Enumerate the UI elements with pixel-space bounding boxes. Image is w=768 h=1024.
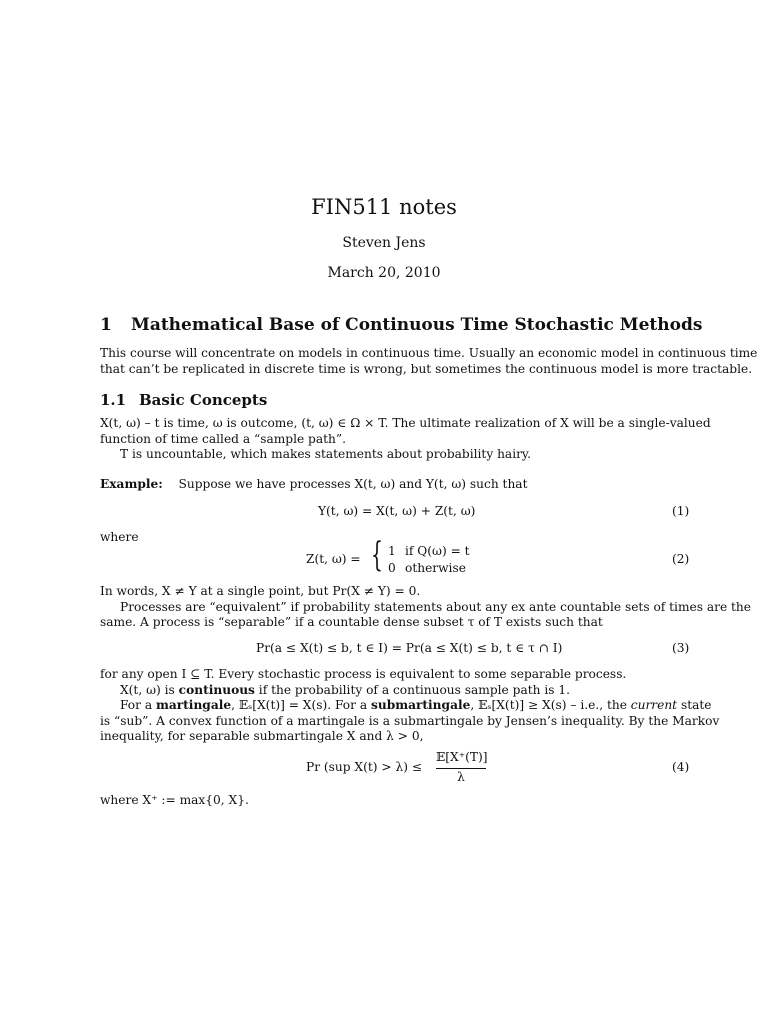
text-line: X(t, ω) is continuous if the probability of a continuous sample path is 1.: [120, 682, 570, 697]
example-label: Example:: [100, 477, 163, 491]
equation-number-3: (3): [672, 641, 690, 655]
text-line: Processes are “equivalent” if probability statements about any ex ante countable sets of times are the: [120, 599, 751, 614]
words-paragraph: [100, 584, 751, 631]
equation-4-lhs: Pr (sup X(t) > λ) ≤: [306, 760, 423, 774]
text-line: In words, X ≠ Y at a single point, but Pr(X ≠ Y) = 0.: [100, 584, 421, 598]
text-line: same. A process is “separable” if a countable dense subset τ of T exists such that: [100, 615, 603, 629]
example-text: Suppose we have processes X(t, ω) and Y(t, ω) such that: [178, 477, 528, 491]
equation-2-lhs: Z(t, ω) =: [306, 552, 361, 566]
subsection-heading-1-1: [100, 391, 267, 409]
term-submartingale: submartingale: [370, 698, 471, 712]
intro-paragraph: [100, 346, 758, 377]
where-paragraph-2: where X⁺ := max{0, X}.: [100, 793, 249, 807]
fraction-bar: [436, 768, 486, 769]
subsection-title: Basic Concepts: [139, 391, 268, 409]
basic-concepts-paragraph: [100, 416, 711, 463]
equation-number-1: (1): [672, 504, 690, 518]
equation-4-denominator: λ: [457, 770, 465, 784]
document-author: Steven Jens: [342, 235, 426, 251]
text-line: function of time called a “sample path”.: [100, 431, 346, 446]
text-line: for any open I ⊆ T. Every stochastic process is equivalent to some separable process.: [100, 667, 627, 681]
text-line: is “sub”. A convex function of a martingale is a submartingale by Jensen’s inequality. By the Markov: [100, 713, 720, 728]
case-2-condition: otherwise: [405, 561, 466, 575]
equation-3: Pr(a ≤ X(t) ≤ b, t ∈ I) = Pr(a ≤ X(t) ≤ b, t ∈ τ ∩ I): [256, 641, 563, 655]
martingale-paragraph: [100, 667, 720, 745]
equation-number-2: (2): [672, 552, 690, 566]
term-martingale: martingale: [155, 698, 232, 712]
equation-number-4: (4): [672, 760, 690, 774]
left-brace-symbol: {: [371, 535, 383, 575]
text-line: T is uncountable, which makes statements about probability hairy.: [120, 447, 532, 461]
text-line: This course will concentrate on models in continuous time. Usually an economic model in continuous time: [100, 346, 758, 360]
case-2-value: 0: [388, 561, 396, 575]
term-current: current: [630, 698, 678, 712]
text-line: For a martingale, 𝔼ₛ[X(t)] = X(s). For a submartingale, 𝔼ₛ[X(t)] ≥ X(s) – i.e., the current state: [120, 698, 712, 712]
where-label-1: where: [100, 530, 139, 544]
equation-4-numerator: 𝔼[X⁺(T)]: [436, 750, 488, 764]
document-date: March 20, 2010: [327, 265, 441, 281]
case-1-condition: if Q(ω) = t: [405, 544, 470, 558]
text-line: X(t, ω) – t is time, ω is outcome, (t, ω) ∈ Ω × T. The ultimate realization of X will be a single-valued: [100, 416, 711, 430]
term-continuous: continuous: [178, 682, 255, 697]
text-line: inequality, for separable submartingale X and λ > 0,: [100, 729, 424, 743]
example-paragraph: [100, 477, 690, 493]
subsection-number: 1.1: [100, 391, 127, 409]
section-heading-1: [100, 315, 702, 335]
text-line: that can’t be replicated in discrete time is wrong, but sometimes the continuous model is more tractable.: [100, 361, 753, 376]
section-title: Mathematical Base of Continuous Time Stochastic Methods: [131, 315, 703, 335]
case-1-value: 1: [388, 544, 396, 558]
document-title: FIN511 notes: [311, 195, 457, 219]
section-number: 1: [100, 315, 112, 335]
equation-1: Y(t, ω) = X(t, ω) + Z(t, ω): [318, 504, 476, 518]
